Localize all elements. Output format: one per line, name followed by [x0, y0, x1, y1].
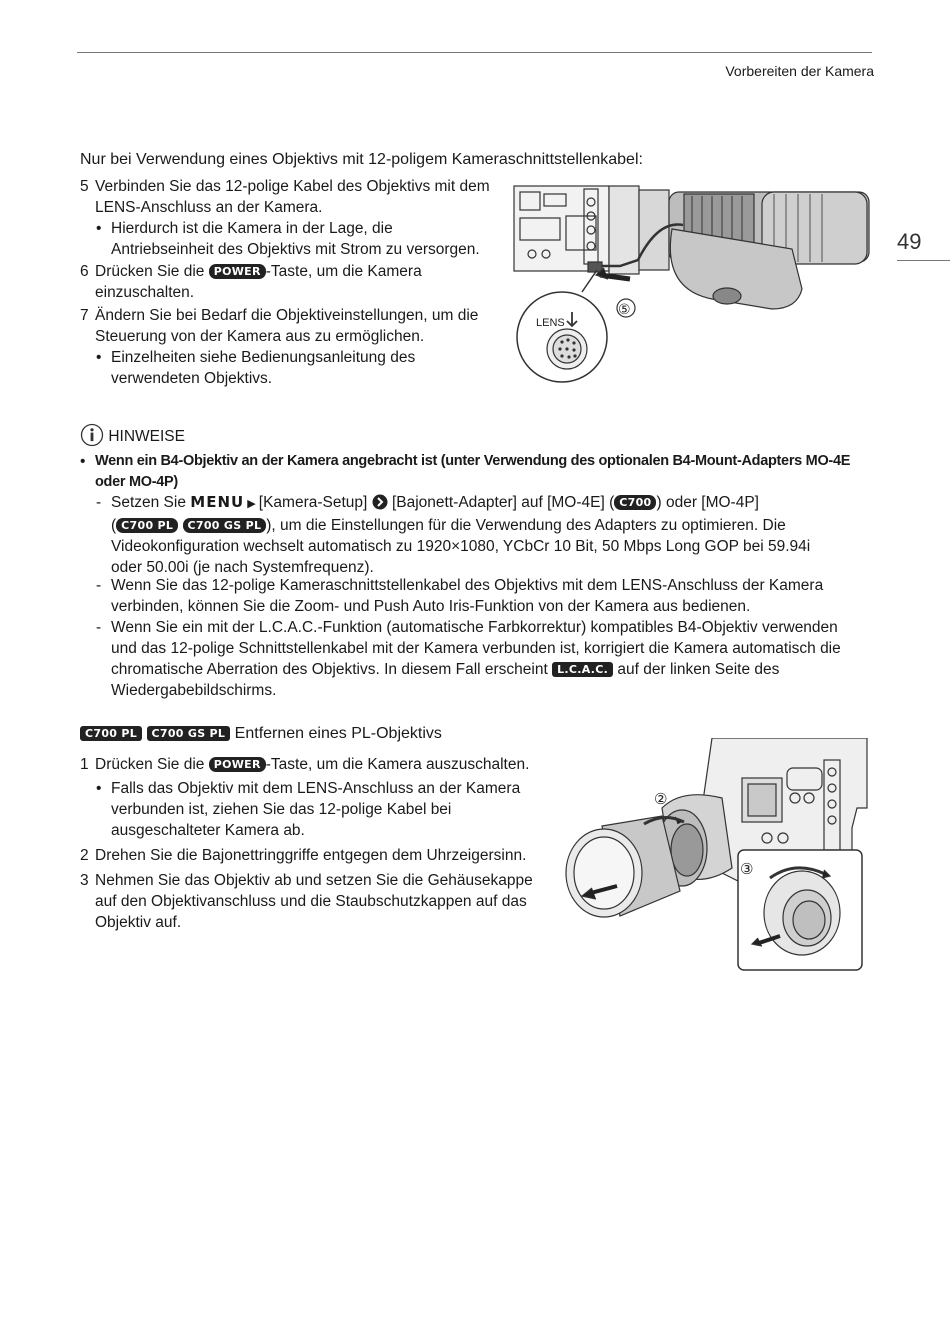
remove-pl-lens-illustration: [562, 738, 868, 974]
model-badge-c700-pl: C700 PL: [116, 518, 178, 533]
bullet-text-line: Hierdurch ist die Kamera in der Lage, die: [111, 220, 393, 237]
model-badge-c700-pl: C700 PL: [80, 726, 142, 741]
step-text: Drücken Sie die: [95, 263, 205, 280]
model-badge-c700-gs-pl: C700 GS PL: [147, 726, 231, 741]
model-badge-c700: C700: [614, 495, 656, 510]
step-number: 3: [80, 872, 89, 889]
step-number: 5: [80, 178, 89, 195]
step-number: 7: [80, 307, 89, 324]
note-bold-line: Wenn ein B4-Objektiv an der Kamera angebracht ist (unter Verwendung des optionalen B4-Mount-Adapters MO-4E: [95, 453, 851, 469]
header-rule: [77, 52, 872, 53]
step-number: 1: [80, 756, 89, 773]
step-text-line: LENS-Anschluss an der Kamera.: [95, 199, 323, 216]
section-intro: Nur bei Verwendung eines Objektivs mit 12-poligem Kameraschnittstellenkabel:: [80, 151, 643, 168]
lens-cable-connection-illustration: [512, 184, 872, 394]
callout-3: ③: [740, 860, 754, 878]
triangle-right-icon: ▶: [244, 498, 259, 510]
lcac-indicator-badge: L.C.A.C.: [552, 662, 613, 677]
bullet-text-line: Einzelheiten siehe Bedienungsanleitung des: [111, 349, 416, 366]
step-text-line: Steuerung von der Kamera aus zu ermöglichen.: [95, 328, 425, 345]
menu-button-label: MENU: [190, 493, 245, 511]
step-text-line: Verbinden Sie das 12-polige Kabel des Objektivs mit dem: [95, 178, 490, 195]
callout-2: ②: [654, 790, 668, 808]
lens-port-label: LENS: [536, 317, 565, 329]
notes-heading-text: HINWEISE: [108, 428, 185, 445]
step-number: 2: [80, 847, 89, 864]
section-title-text: Entfernen eines PL-Objektivs: [234, 725, 442, 742]
chevron-right-circle-icon: [372, 494, 388, 510]
running-head: Vorbereiten der Kamera: [725, 63, 874, 79]
info-icon: [80, 423, 104, 447]
model-badge-c700-gs-pl: C700 GS PL: [183, 518, 267, 533]
step-number: 6: [80, 263, 89, 280]
bullet-text-line: Antriebseinheit des Objektivs mit Strom zu versorgen.: [111, 241, 480, 258]
step-text: -Taste, um die Kamera: [265, 263, 422, 280]
power-button-badge: POWER: [209, 264, 266, 279]
power-button-badge: POWER: [209, 757, 266, 772]
notes-heading: [80, 423, 185, 447]
page-number-rule: [897, 260, 950, 261]
section-title: [80, 725, 442, 743]
note-bold-line: oder MO-4P): [95, 474, 178, 490]
step-text-line: Ändern Sie bei Bedarf die Objektiveinstellungen, um die: [95, 307, 479, 324]
page-number: 49: [897, 229, 922, 254]
bullet-text-line: verwendeten Objektivs.: [111, 370, 273, 387]
step-text-line: einzuschalten.: [95, 284, 195, 301]
callout-5: ⑤: [618, 302, 631, 318]
